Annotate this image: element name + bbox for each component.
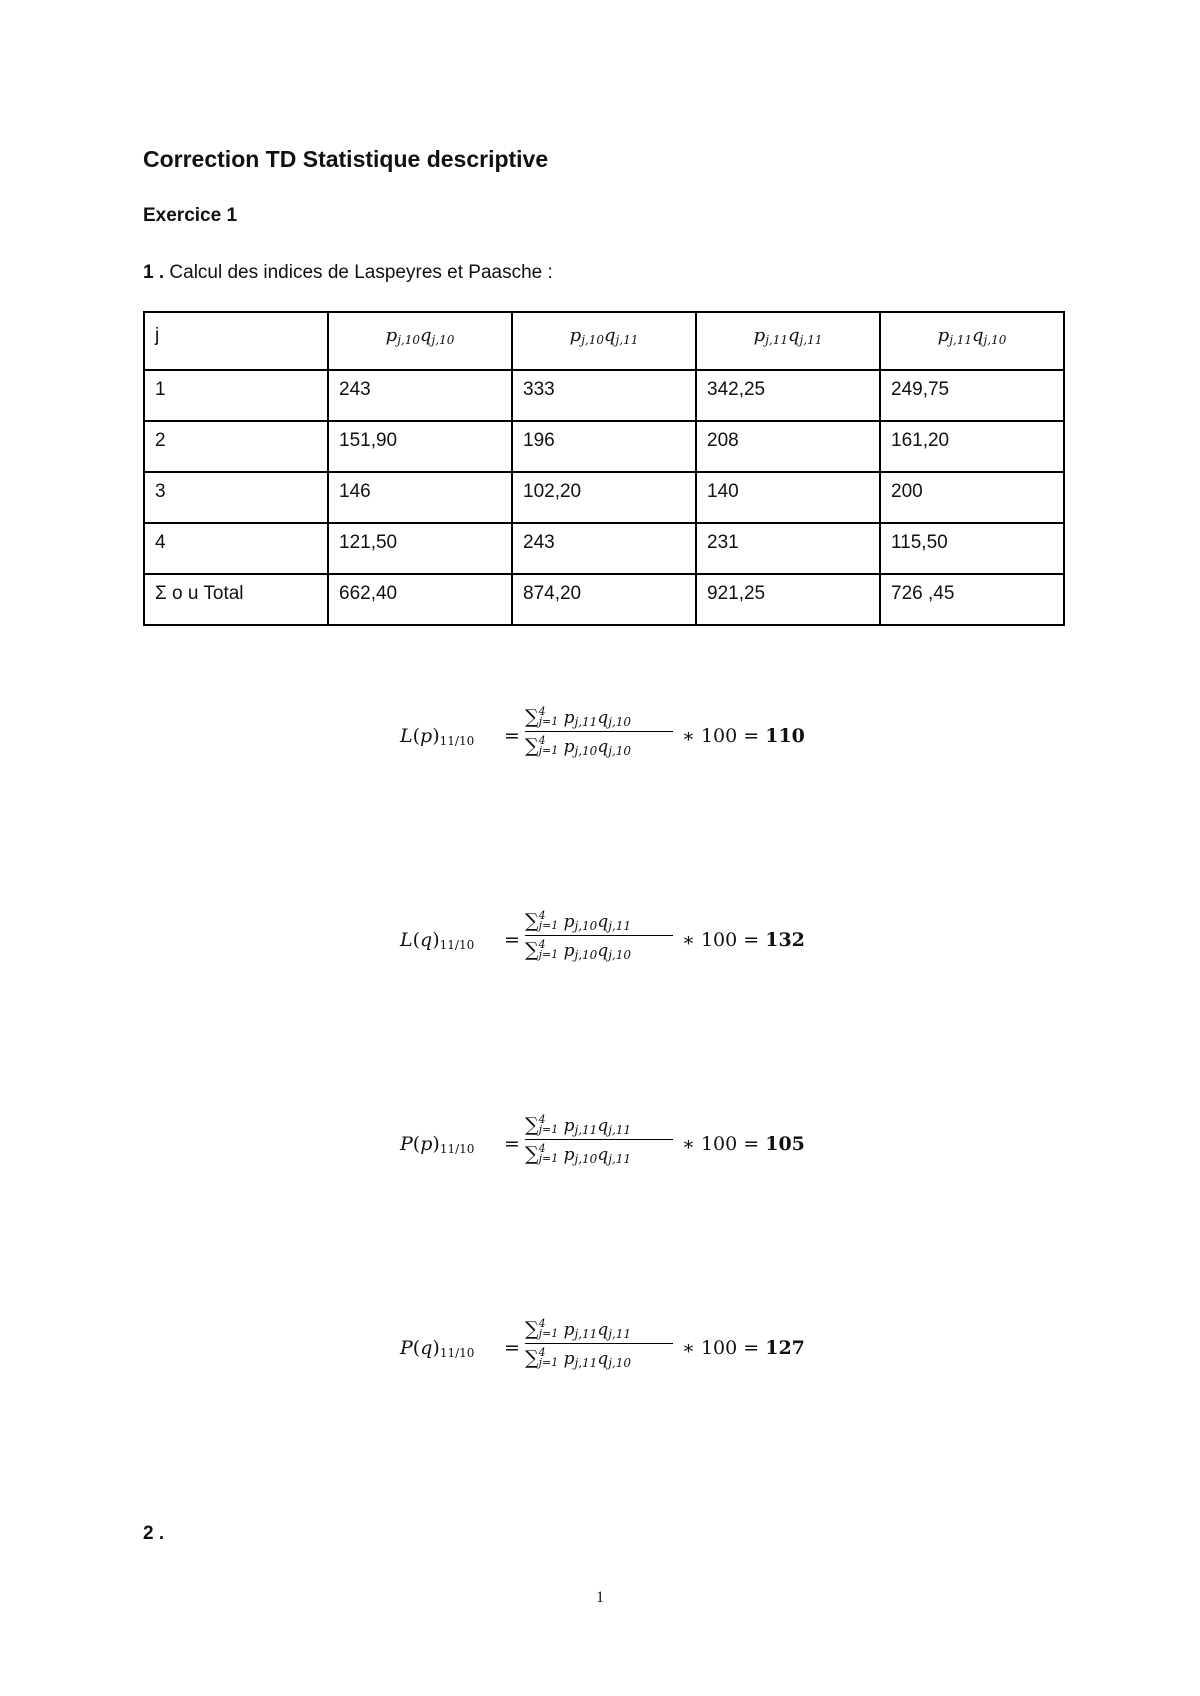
- formula-result: ∗ 100 = 132: [682, 929, 805, 951]
- table-cell: 2: [144, 421, 328, 472]
- table-cell: 196: [512, 421, 696, 472]
- formula-laspeyres-price: [400, 703, 850, 773]
- table-cell: 921,25: [696, 574, 880, 625]
- table-cell: Σ o u Total: [144, 574, 328, 625]
- document-title: Correction TD Statistique descriptive: [143, 146, 549, 172]
- question-1: [143, 262, 553, 284]
- table-cell: 115,50: [880, 523, 1064, 574]
- fraction: [525, 703, 675, 760]
- price-quantity-table: [143, 311, 1065, 626]
- equals-sign: =: [504, 929, 520, 951]
- table-cell: 200: [880, 472, 1064, 523]
- table-cell: 333: [512, 370, 696, 421]
- table-cell: 231: [696, 523, 880, 574]
- equals-sign: =: [504, 725, 520, 747]
- denominator: ∑4 j=1 $p_{j,11}q_{j,10}$: [525, 1346, 632, 1370]
- formula-laspeyres-quantity: [400, 907, 850, 977]
- table-cell: 4: [144, 523, 328, 574]
- formula-paasche-price: [400, 1111, 850, 1181]
- table-cell: 121,50: [328, 523, 512, 574]
- table-cell: 243: [328, 370, 512, 421]
- table-total-row: [144, 574, 1064, 625]
- fraction: [525, 1111, 675, 1168]
- question-1-text: Calcul des indices de Laspeyres et Paasche :: [169, 262, 553, 283]
- table-cell: 161,20: [880, 421, 1064, 472]
- table-cell: 151,90: [328, 421, 512, 472]
- equals-sign: =: [504, 1337, 520, 1359]
- table-cell: 342,25: [696, 370, 880, 421]
- page-number: 1: [596, 1589, 604, 1606]
- formula-lhs: $L(q)_{11/10}$: [400, 929, 475, 952]
- denominator: ∑4 j=1 $p_{j,10}q_{j,11}$: [525, 1142, 632, 1166]
- table-cell: 146: [328, 472, 512, 523]
- table-cell: 662,40: [328, 574, 512, 625]
- formula-lhs: $P(q)_{11/10}$: [400, 1337, 475, 1360]
- header-col-3: $p_{j,11}q_{j,11}$: [696, 312, 880, 370]
- denominator: ∑4 j=1 $p_{j,10}q_{j,10}$: [525, 734, 632, 758]
- header-j: j: [144, 312, 328, 370]
- formula-lhs: $L(p)_{11/10}$: [400, 725, 475, 748]
- table-row: [144, 370, 1064, 421]
- formula-result: ∗ 100 = 105: [682, 1133, 805, 1155]
- table-cell: 3: [144, 472, 328, 523]
- table-row: [144, 472, 1064, 523]
- formula-lhs: $P(p)_{11/10}$: [400, 1133, 475, 1156]
- header-col-1: $p_{j,10}q_{j,10}$: [328, 312, 512, 370]
- header-col-2: $p_{j,10}q_{j,11}$: [512, 312, 696, 370]
- table-cell: 1: [144, 370, 328, 421]
- denominator: ∑4 j=1 $p_{j,10}q_{j,10}$: [525, 938, 632, 962]
- table-cell: 726 ,45: [880, 574, 1064, 625]
- table-header-row: [144, 312, 1064, 370]
- formula-paasche-quantity: [400, 1315, 850, 1385]
- equals-sign: =: [504, 1133, 520, 1155]
- fraction: [525, 907, 675, 964]
- numerator: ∑4 j=1 $p_{j,11}q_{j,10}$: [525, 705, 632, 729]
- exercise-heading: Exercice 1: [143, 205, 238, 226]
- numerator: ∑4 j=1 $p_{j,11}q_{j,11}$: [525, 1317, 632, 1341]
- question-2: 2 .: [143, 1523, 165, 1544]
- table-cell: 208: [696, 421, 880, 472]
- fraction: [525, 1315, 675, 1372]
- table-cell: 243: [512, 523, 696, 574]
- table-cell: 874,20: [512, 574, 696, 625]
- formula-result: ∗ 100 = 110: [682, 725, 805, 747]
- table-cell: 102,20: [512, 472, 696, 523]
- table-row: [144, 523, 1064, 574]
- table-row: [144, 421, 1064, 472]
- numerator: ∑4 j=1 $p_{j,10}q_{j,11}$: [525, 909, 632, 933]
- header-col-4: $p_{j,11}q_{j,10}$: [880, 312, 1064, 370]
- numerator: ∑4 j=1 $p_{j,11}q_{j,11}$: [525, 1113, 632, 1137]
- formula-result: ∗ 100 = 127: [682, 1337, 805, 1359]
- table-cell: 140: [696, 472, 880, 523]
- question-1-number: 1 .: [143, 262, 165, 283]
- table-cell: 249,75: [880, 370, 1064, 421]
